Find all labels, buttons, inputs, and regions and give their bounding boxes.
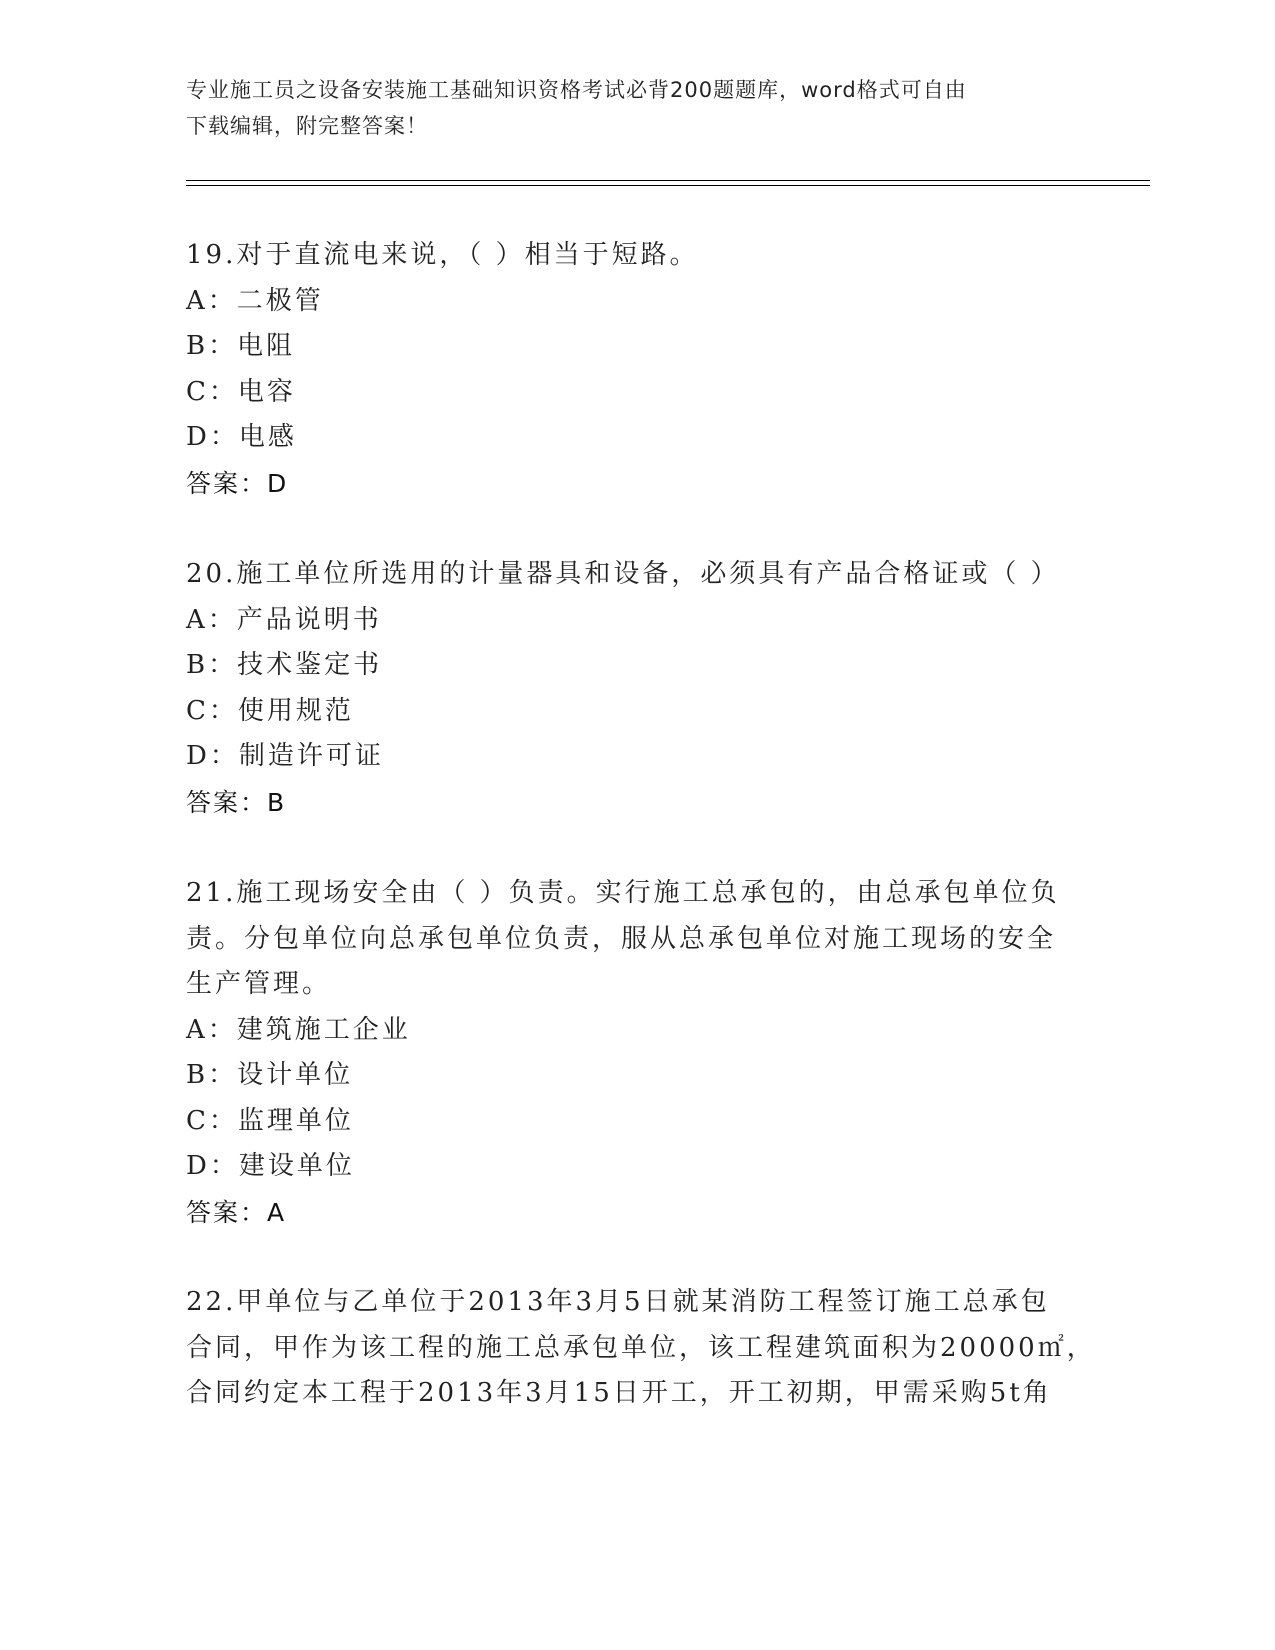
question-stem-line-2: 责。分包单位向总承包单位负责，服从总承包单位对施工现场的安全	[186, 923, 1057, 954]
answer-line: 答案：A	[186, 1197, 287, 1227]
option-a: A：二极管	[186, 285, 324, 316]
question-stem: 20.施工单位所选用的计量器具和设备，必须具有产品合格证或（ ）	[186, 559, 1060, 589]
option-a: A：建筑施工企业	[186, 1014, 411, 1045]
question-stem-line-2: 合同，甲作为该工程的施工总承包单位，该工程建筑面积为20000㎡，	[186, 1332, 1096, 1363]
question-stem-line-1: 21.施工现场安全由（ ）负责。实行施工总承包的，由总承包单位负	[186, 878, 1060, 908]
option-d: D：电感	[186, 422, 297, 452]
answer-line: 答案：B	[186, 787, 287, 817]
question-22	[186, 1280, 1096, 1417]
option-d: D：建设单位	[186, 1151, 355, 1181]
option-c: C：监理单位	[186, 1105, 354, 1136]
header-line-2: 下载编辑，附完整答案！	[186, 114, 428, 138]
question-stem-line-1: 22.甲单位与乙单位于2013年3月5日就某消防工程签订施工总承包	[186, 1287, 1050, 1317]
question-stem: 19.对于直流电来说，（ ）相当于短路。	[186, 240, 699, 270]
option-c: C：电容	[186, 376, 296, 407]
option-d: D：制造许可证	[186, 741, 384, 771]
document-header	[186, 72, 1066, 144]
question-stem-line-3: 合同约定本工程于2013年3月15日开工，开工初期，甲需采购5t角	[186, 1378, 1052, 1408]
header-line-1: 专业施工员之设备安装施工基础知识资格考试必背200题题库，word格式可自由	[186, 78, 967, 102]
answer-line: 答案：D	[186, 468, 289, 498]
option-b: B：技术鉴定书	[186, 650, 383, 680]
header-divider-bottom	[186, 185, 1150, 186]
question-21	[186, 871, 1086, 1235]
option-b: B：电阻	[186, 331, 296, 361]
question-stem-line-3: 生产管理。	[186, 969, 332, 999]
question-19	[186, 233, 1086, 506]
question-20	[186, 552, 1086, 825]
header-divider-top	[186, 180, 1150, 181]
option-c: C：使用规范	[186, 695, 354, 726]
option-a: A：产品说明书	[186, 604, 382, 635]
option-b: B：设计单位	[186, 1060, 354, 1090]
